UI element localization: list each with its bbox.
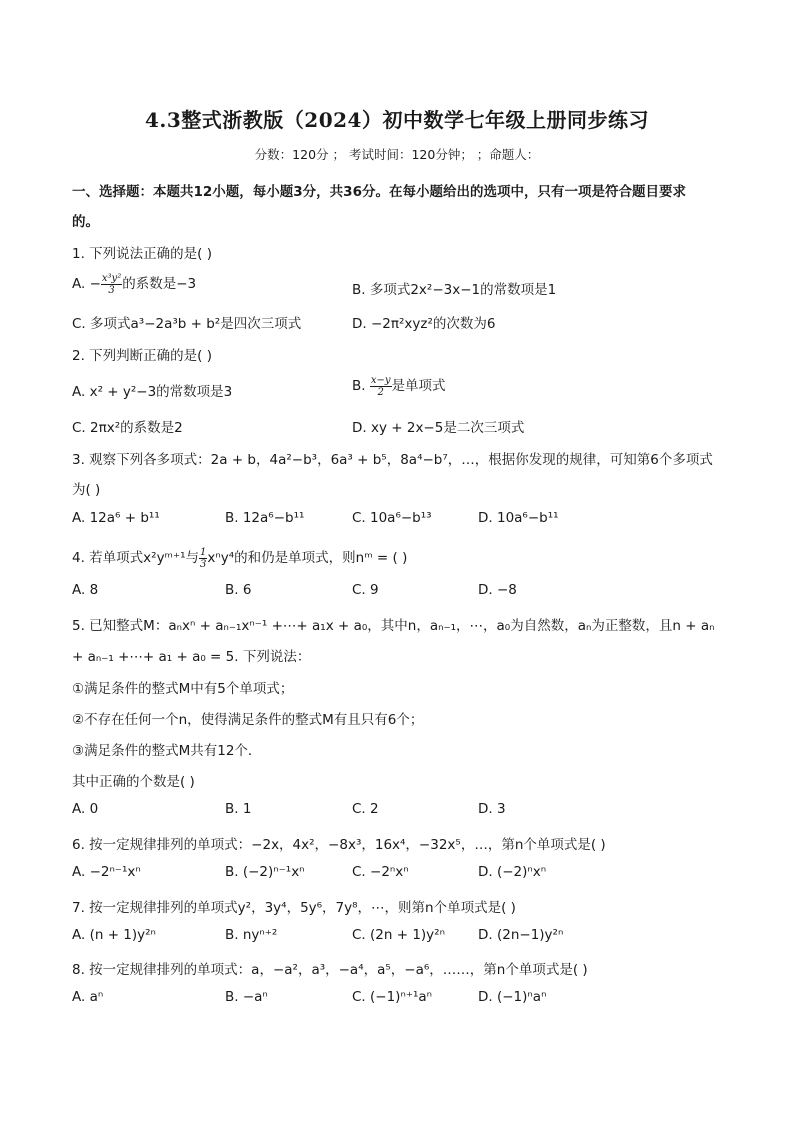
q3-option-b: B. 12a⁶−b¹¹: [225, 510, 305, 526]
q5-option-b: B. 1: [225, 801, 252, 817]
q6-option-c: C. −2ⁿxⁿ: [352, 864, 409, 880]
q4-option-a: A. 8: [72, 582, 99, 598]
q3-option-a: A. 12a⁶ + b¹¹: [72, 510, 160, 526]
q5-option-a: A. 0: [72, 801, 99, 817]
q1-option-a: [72, 272, 196, 296]
q1-option-d: D. −2π²xyz²的次数为6: [352, 316, 496, 332]
q8-option-c: C. (−1)ⁿ⁺¹aⁿ: [352, 989, 433, 1005]
q7-option-a: A. (n + 1)y²ⁿ: [72, 927, 156, 943]
score-info: 分数：120分 ； 考试时间：120分钟； ；命题人：: [254, 147, 540, 162]
q6-option-a: A. −2ⁿ⁻¹xⁿ: [72, 864, 141, 880]
q1-option-b: B. 多项式2x²−3x−1的常数项是1: [352, 282, 557, 298]
q1-a-numerator: x³y²: [101, 272, 122, 284]
q2-b-numerator: x−y: [370, 374, 391, 386]
q6-option-b: B. (−2)ⁿ⁻¹xⁿ: [225, 864, 305, 880]
q4-stem-suffix: xⁿy⁴的和仍是单项式，则nᵐ = ( ): [207, 550, 408, 566]
q7-option-c: C. (2n + 1)y²ⁿ: [352, 927, 445, 943]
q7-option-b: B. nyⁿ⁺²: [225, 927, 278, 943]
q2-stem: 2. 下列判断正确的是( ): [72, 348, 212, 364]
page-title: 4.3整式浙教版（2024）初中数学七年级上册同步练习: [145, 108, 649, 132]
q5-option-d: D. 3: [478, 801, 506, 817]
q1-a-denominator: 3: [108, 284, 115, 296]
q7-stem: 7. 按一定规律排列的单项式y²，3y⁴，5y⁶，7y⁸，⋯，则第n个单项式是( ): [72, 900, 516, 916]
q1-option-c: C. 多项式a³−2a³b + b²是四次三项式: [72, 316, 302, 332]
q8-stem: 8. 按一定规律排列的单项式：a，−a²，a³，−a⁴，a⁵，−a⁶，……，第n个单项式是( ): [72, 962, 588, 978]
q2-b-fraction: [370, 375, 392, 398]
q6-stem: 6. 按一定规律排列的单项式：−2x，4x²，−8x³，16x⁴，−32x⁵，…，第n个单项式是( ): [72, 837, 606, 853]
q1-a-prefix: A. −: [72, 276, 101, 292]
q2-b-denominator: 2: [377, 386, 384, 398]
q2-b-suffix: 是单项式: [391, 378, 446, 394]
q8-option-b: B. −aⁿ: [225, 989, 268, 1005]
q5-statement-3: ③满足条件的整式M共有12个．: [72, 743, 262, 759]
q2-option-a: A. x² + y²−3的常数项是3: [72, 384, 233, 400]
q4-stem: [72, 546, 407, 570]
q3-stem-line2: 为( ): [72, 482, 101, 498]
q4-stem-prefix: 4. 若单项式x²yᵐ⁺¹与: [72, 550, 200, 566]
q1-stem: 1. 下列说法正确的是( ): [72, 246, 212, 262]
q4-option-c: C. 9: [352, 582, 379, 598]
q1-a-fraction: [101, 273, 122, 296]
q2-b-prefix: B.: [352, 378, 370, 394]
q5-statement-1: ①满足条件的整式M中有5个单项式；: [72, 681, 294, 697]
q5-stem-line1: 5. 已知整式M：aₙxⁿ + aₙ₋₁xⁿ⁻¹ +⋯+ a₁x + a₀，其中n，aₙ₋₁，⋯，a₀为自然数，aₙ为正整数，且n + aₙ: [72, 618, 715, 634]
q8-option-d: D. (−1)ⁿaⁿ: [478, 989, 547, 1005]
q6-option-d: D. (−2)ⁿxⁿ: [478, 864, 547, 880]
q5-ask: 其中正确的个数是( ): [72, 774, 195, 790]
q2-option-b: [352, 374, 446, 398]
q3-option-d: D. 10a⁶−b¹¹: [478, 510, 559, 526]
q5-stem-line2: + aₙ₋₁ +⋯+ a₁ + a₀ = 5. 下列说法：: [72, 649, 311, 665]
q1-a-suffix: 的系数是−3: [122, 276, 197, 292]
section-heading-line2: 的。: [72, 214, 99, 230]
q3-stem-line1: 3. 观察下列各多项式：2a + b，4a²−b³，6a³ + b⁵，8a⁴−b⁷，…，根据你发现的规律，可知第6个多项式: [72, 452, 713, 468]
q4-option-d: D. −8: [478, 582, 517, 598]
q7-option-d: D. (2n−1)y²ⁿ: [478, 927, 564, 943]
q2-option-d: D. xy + 2x−5是二次三项式: [352, 420, 525, 436]
q5-option-c: C. 2: [352, 801, 379, 817]
q4-stem-denominator: 3: [200, 558, 207, 570]
q4-stem-numerator: 1: [200, 546, 207, 558]
q5-statement-2: ②不存在任何一个n，使得满足条件的整式M有且只有6个；: [72, 712, 424, 728]
section-heading-line1: 一、选择题：本题共12小题，每小题3分，共36分。在每小题给出的选项中，只有一项是符合题目要求: [72, 184, 686, 200]
q3-option-c: C. 10a⁶−b¹³: [352, 510, 432, 526]
q4-option-b: B. 6: [225, 582, 252, 598]
q2-option-c: C. 2πx²的系数是2: [72, 420, 183, 436]
q8-option-a: A. aⁿ: [72, 989, 104, 1005]
